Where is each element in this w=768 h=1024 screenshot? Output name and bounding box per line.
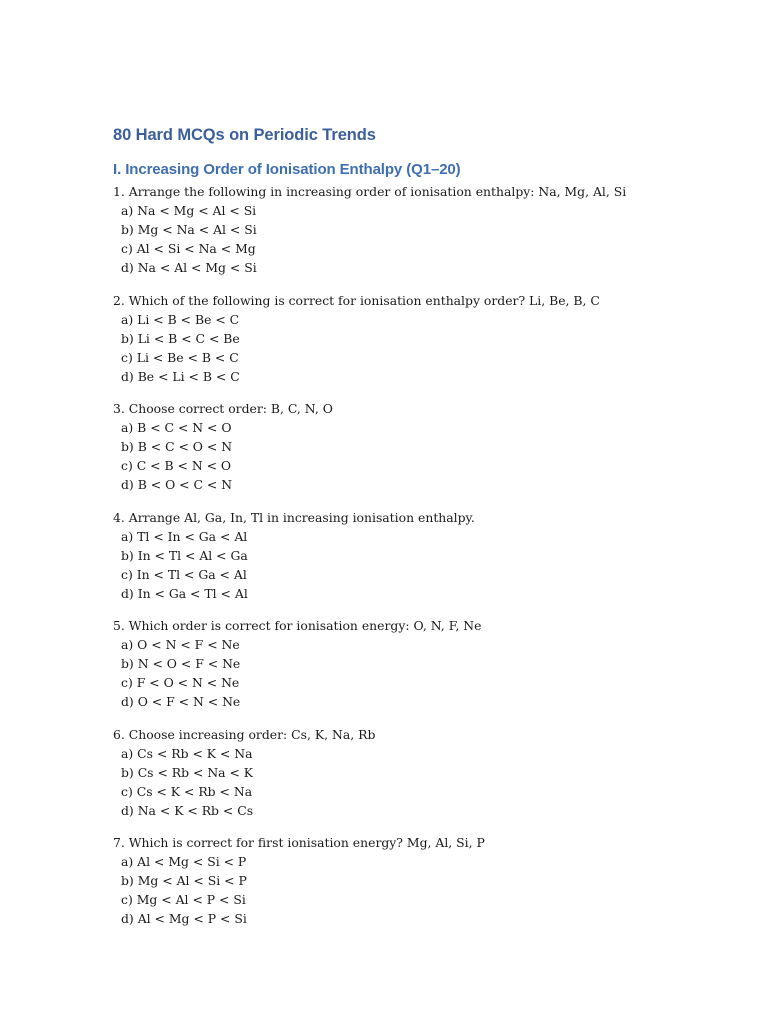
question-text: 7. Which is correct for first ionisation energy? Mg, Al, Si, P [113,835,485,850]
option-c: c) Li < Be < B < C [121,349,239,365]
option-c: c) In < Tl < Ga < Al [121,566,247,582]
option-a: a) Li < B < Be < C [121,311,240,327]
option-d: d) In < Ga < Tl < Al [121,585,248,601]
option-b: b) Li < B < C < Be [121,330,240,346]
question-5 [113,616,713,711]
option-d: d) B < O < C < N [121,477,233,492]
option-d: d) Be < Li < B < C [121,368,240,384]
question-text: 3. Choose correct order: B, C, N, O [113,401,333,416]
document-title: 80 Hard MCQs on Periodic Trends [113,126,376,144]
option-a: a) B < C < N < O [121,420,232,435]
option-b: b) B < C < O < N [121,439,233,454]
option-c: c) Mg < Al < P < Si [121,892,246,907]
question-text: 6. Choose increasing order: Cs, K, Na, Rb [113,726,376,742]
option-c: c) C < B < N < O [121,458,232,473]
option-d: d) O < F < N < Ne [121,694,241,709]
option-a: a) Tl < In < Ga < Al [121,528,248,544]
option-a: a) O < N < F < Ne [121,637,240,652]
option-a: a) Al < Mg < Si < P [121,854,247,869]
option-d: d) Na < Al < Mg < Si [121,260,257,275]
option-b: b) N < O < F < Ne [121,656,241,671]
question-text: 5. Which order is correct for ionisation energy: O, N, F, Ne [113,618,482,633]
question-2 [113,291,713,386]
option-c: c) Al < Si < Na < Mg [121,241,256,256]
option-b: b) In < Tl < Al < Ga [121,547,248,563]
option-a: a) Na < Mg < Al < Si [121,203,257,218]
option-c: c) F < O < N < Ne [121,675,240,690]
question-text: 2. Which of the following is correct for ionisation enthalpy order? Li, Be, B, C [113,292,600,308]
document-page [113,122,713,942]
option-b: b) Mg < Na < Al < Si [121,222,257,237]
question-7 [113,833,713,928]
option-d: d) Al < Mg < P < Si [121,911,247,926]
question-1 [113,182,713,277]
option-a: a) Cs < Rb < K < Na [121,745,253,761]
section-heading: I. Increasing Order of Ionisation Enthalpy (Q1–20) [113,161,461,178]
question-text: 1. Arrange the following in increasing order of ionisation enthalpy: Na, Mg, Al, Si [113,184,627,199]
option-b: b) Mg < Al < Si < P [121,873,247,888]
option-c: c) Cs < K < Rb < Na [121,783,253,799]
option-b: b) Cs < Rb < Na < K [121,764,254,780]
question-6 [113,725,713,820]
question-3 [113,399,713,494]
option-d: d) Na < K < Rb < Cs [121,802,254,818]
question-text: 4. Arrange Al, Ga, In, Tl in increasing ionisation enthalpy. [113,509,475,525]
question-list [113,182,713,928]
question-4 [113,508,713,603]
